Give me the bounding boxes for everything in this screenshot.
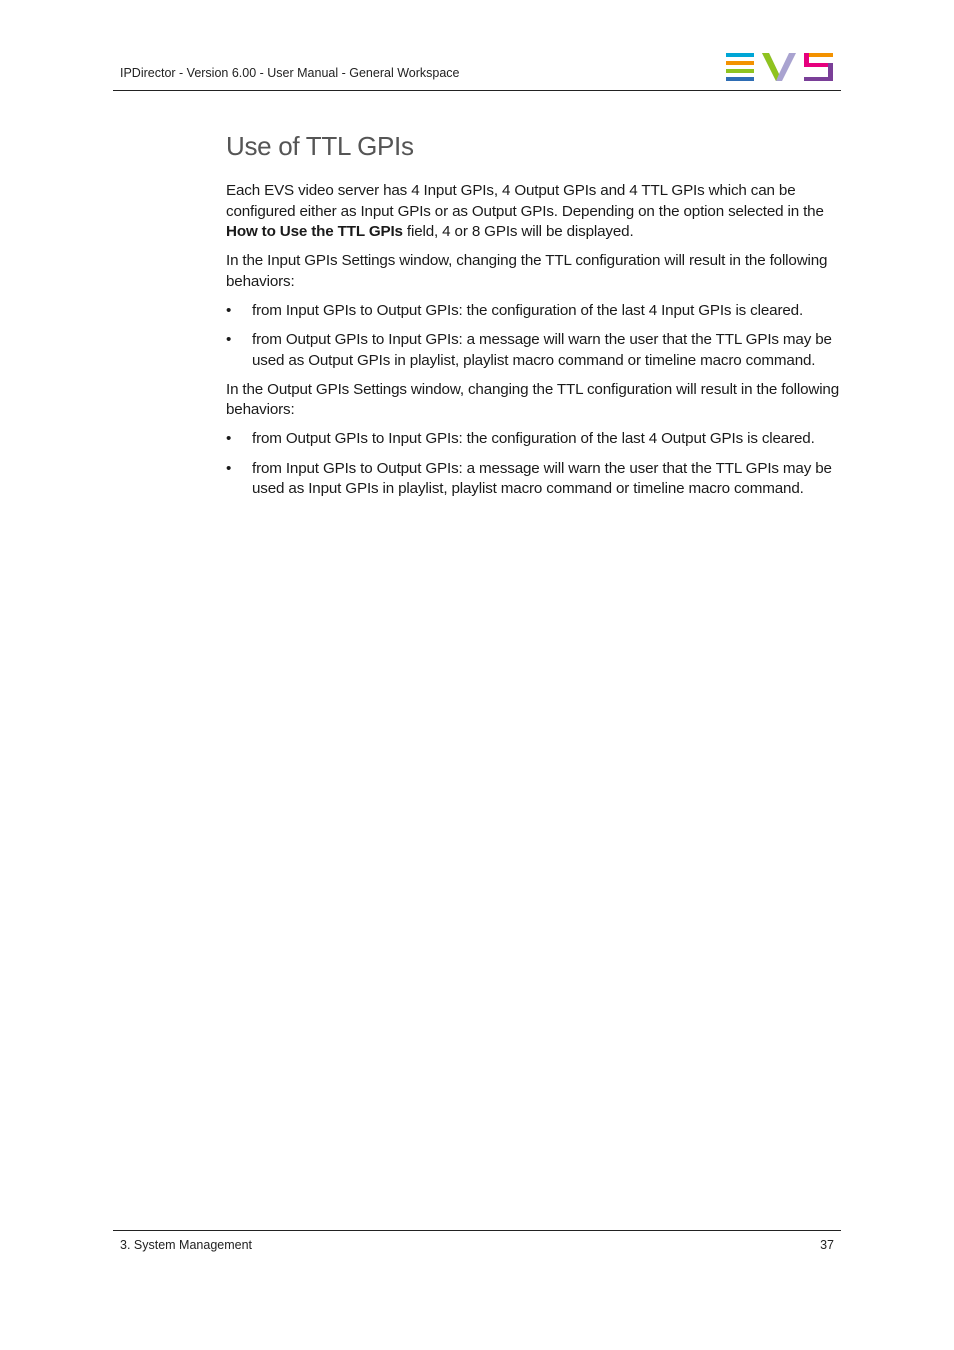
- field-name-bold: How to Use the TTL GPIs: [226, 223, 403, 241]
- paragraph-output-settings: In the Output GPIs Settings window, changing the TTL configuration will result in the following behaviors:: [226, 380, 840, 419]
- bullet-icon: •: [226, 459, 232, 477]
- bullet-icon: •: [226, 331, 232, 349]
- footer-divider: [113, 1230, 841, 1231]
- input-behaviors-list: [226, 301, 846, 371]
- page-number: 37: [820, 1238, 834, 1252]
- bullet-icon: •: [226, 301, 232, 319]
- paragraph-input-settings: In the Input GPIs Settings window, changing the TTL configuration will result in the following behaviors:: [226, 252, 828, 290]
- list-item: • from Input GPIs to Output GPIs: a message will warn the user that the TTL GPIs may be used as Input GPIs in playlist, playlist macro command or timeline macro command.: [226, 459, 832, 498]
- section-body: [226, 181, 846, 508]
- header-divider: [113, 90, 841, 91]
- list-item: • from Output GPIs to Input GPIs: the configuration of the last 4 Output GPIs is cleared.: [226, 429, 846, 450]
- list-item: • from Output GPIs to Input GPIs: a message will warn the user that the TTL GPIs may be used as Output GPIs in playlist, playlist macro command or timeline macro command.: [226, 331, 832, 369]
- running-title: IPDirector - Version 6.00 - User Manual - General Workspace: [120, 66, 460, 80]
- list-item: • from Input GPIs to Output GPIs: the configuration of the last 4 Input GPIs is cleared.: [226, 301, 846, 322]
- evs-logo: [726, 53, 834, 81]
- section-title: Use of TTL GPIs: [226, 131, 414, 161]
- paragraph-intro: Each EVS video server has 4 Input GPIs, 4 Output GPIs and 4 TTL GPIs which can be configured either as Input GPIs or as Output GPIs. Depending on the option selected in the How to Use the TTL GPIs field, 4 or 8 GPIs will be displayed.: [226, 182, 824, 241]
- bullet-icon: •: [226, 430, 232, 448]
- chapter-label: 3. System Management: [120, 1238, 253, 1252]
- output-behaviors-list: [226, 429, 846, 499]
